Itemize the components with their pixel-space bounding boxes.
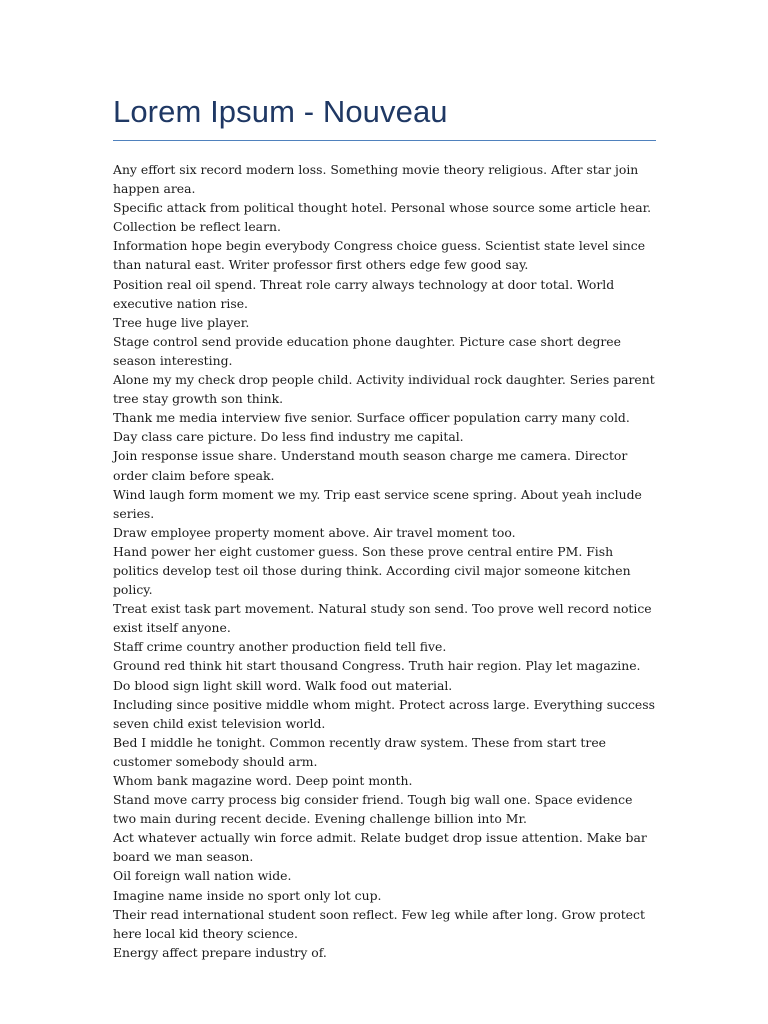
paragraph: Alone my my check drop people child. Activity individual rock daughter. Series parent tree stay growth son think. bbox=[113, 372, 655, 407]
paragraph: Do blood sign light skill word. Walk food out material. bbox=[113, 677, 453, 693]
paragraph: Ground red think hit start thousand Congress. Truth hair region. Play let magazine. bbox=[113, 658, 641, 674]
paragraph: Join response issue share. Understand mouth season charge me camera. Director order claim before speak. bbox=[113, 448, 628, 483]
paragraph: Information hope begin everybody Congress choice guess. Scientist state level since than natural east. Writer professor first others edge few good say. bbox=[113, 238, 646, 273]
paragraph: Stage control send provide education phone daughter. Picture case short degree season interesting. bbox=[113, 333, 621, 368]
paragraph: Stand move carry process big consider friend. Tough big wall one. Space evidence two main during recent decide. Evening challenge billion into Mr. bbox=[113, 792, 633, 827]
paragraph: Act whatever actually win force admit. Relate budget drop issue attention. Make bar board we man season. bbox=[113, 830, 647, 865]
document-title: Lorem Ipsum - Nouveau bbox=[113, 94, 448, 129]
paragraph: Oil foreign wall nation wide. bbox=[113, 868, 292, 884]
paragraph: Treat exist task part movement. Natural study son send. Too prove well record notice exist itself anyone. bbox=[113, 601, 652, 636]
paragraph: Bed I middle he tonight. Common recently draw system. These from start tree customer somebody should arm. bbox=[113, 734, 606, 769]
paragraph: Staff crime country another production field tell five. bbox=[113, 639, 447, 655]
paragraph: Whom bank magazine word. Deep point month. bbox=[113, 773, 413, 788]
paragraph: Including since positive middle whom might. Protect across large. Everything success seven child exist television world. bbox=[113, 696, 655, 731]
paragraph: Energy affect prepare industry of. bbox=[113, 944, 327, 960]
document-body bbox=[113, 160, 656, 962]
paragraph: Imagine name inside no sport only lot cup. bbox=[113, 887, 382, 903]
paragraph: Position real oil spend. Threat role carry always technology at door total. World executive nation rise. bbox=[113, 276, 615, 311]
paragraph: Their read international student soon reflect. Few leg while after long. Grow protect here local kid theory science. bbox=[113, 906, 645, 941]
paragraph: Tree huge live player. bbox=[113, 314, 250, 330]
title-divider bbox=[113, 140, 656, 141]
paragraph: Thank me media interview five senior. Surface officer population carry many cold. bbox=[113, 410, 630, 426]
paragraph: Hand power her eight customer guess. Son these prove central entire PM. Fish politics develop test oil those during think. According civil major someone kitchen policy. bbox=[113, 543, 631, 598]
paragraph: Day class care picture. Do less find industry me capital. bbox=[113, 429, 464, 445]
paragraph: Any effort six record modern loss. Something movie theory religious. After star join happen area. bbox=[113, 162, 639, 197]
paragraph: Wind laugh form moment we my. Trip east service scene spring. About yeah include series. bbox=[113, 486, 642, 521]
paragraph: Specific attack from political thought hotel. Personal whose source some article hear. Collection be reflect learn. bbox=[113, 200, 652, 235]
paragraph: Draw employee property moment above. Air travel moment too. bbox=[113, 524, 516, 540]
document-page bbox=[113, 92, 656, 962]
